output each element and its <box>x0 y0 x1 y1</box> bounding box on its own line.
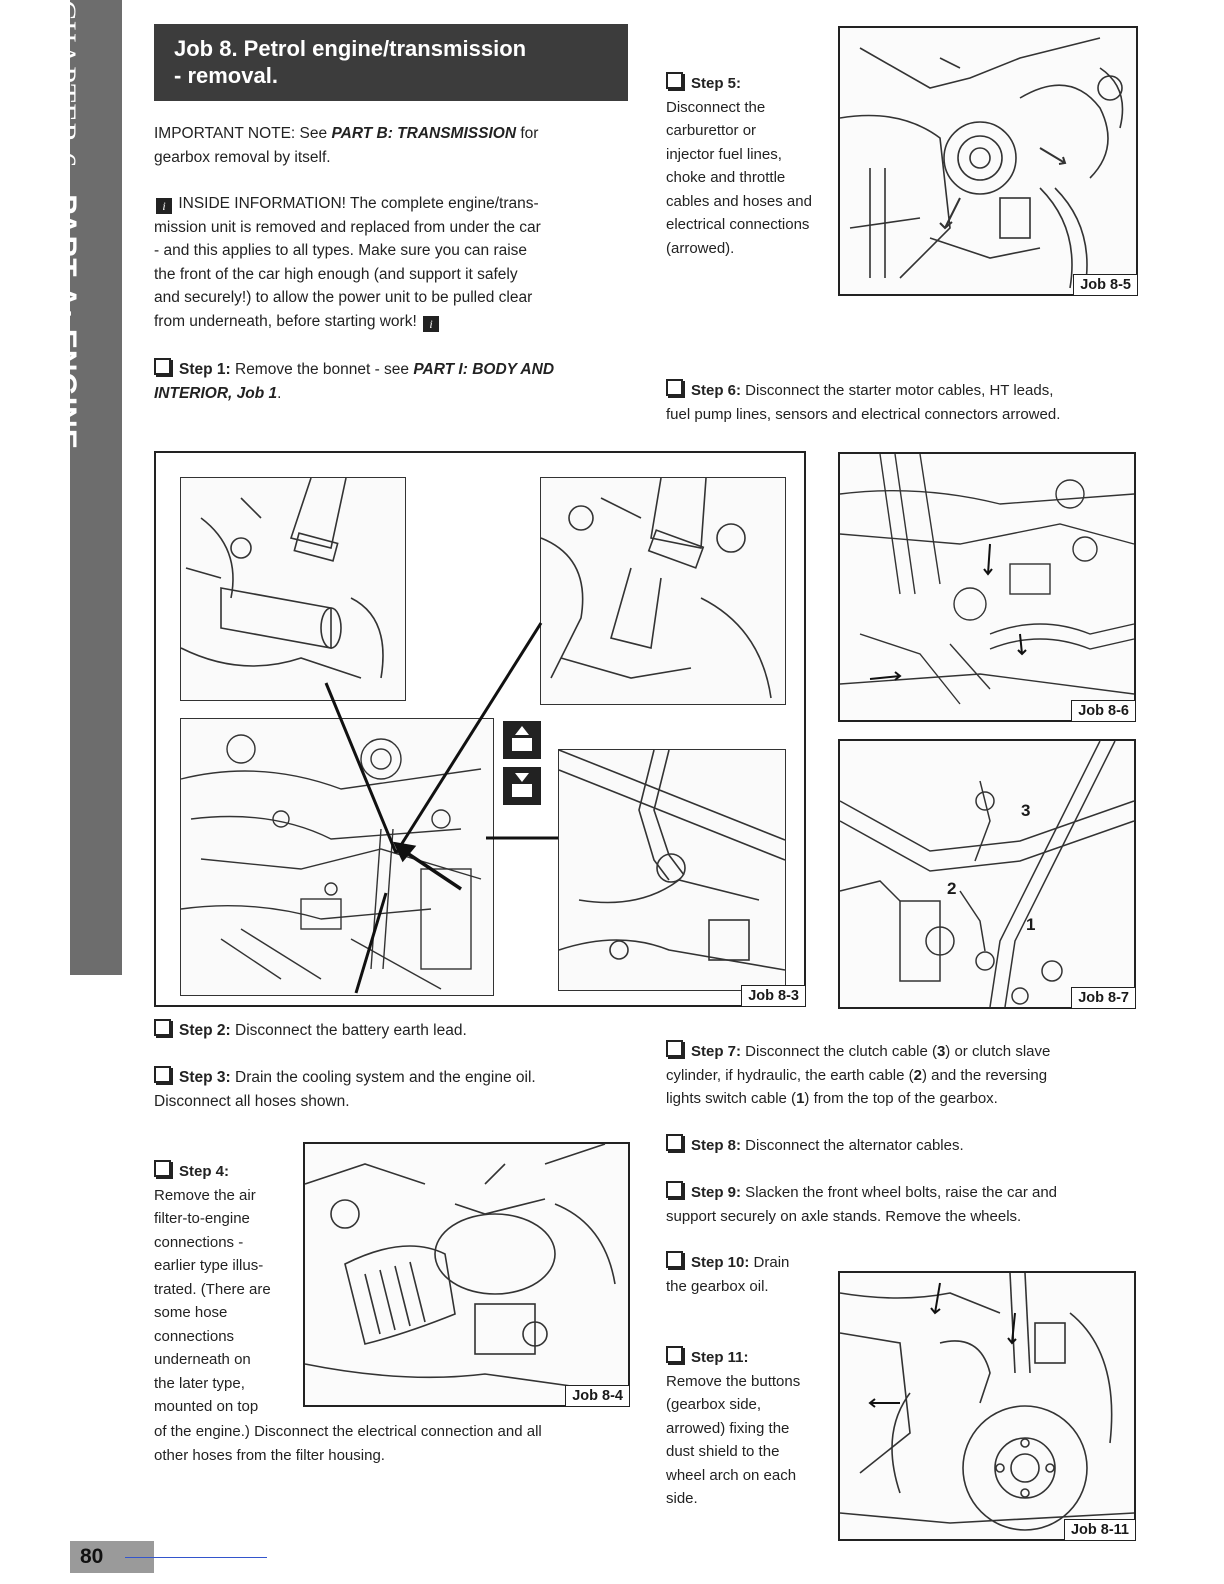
step-line: electrical connections <box>666 216 810 233</box>
checkbox-icon <box>666 1181 683 1198</box>
figure-caption: Job 8-3 <box>741 985 806 1007</box>
info-line: INSIDE INFORMATION! The complete engine/trans- <box>178 195 539 212</box>
step-line: Remove the air <box>154 1186 256 1204</box>
step-line: choke and throttle <box>666 169 786 186</box>
important-note <box>154 122 624 169</box>
info-line: - and this applies to all types. Make sure you can raise <box>154 242 528 259</box>
step-label: Step 7: <box>691 1043 742 1060</box>
step-5 <box>666 72 834 260</box>
step-1 <box>154 358 624 405</box>
info-line: the front of the car high enough (and support it safely <box>154 265 518 283</box>
figure-caption: Job 8-11 <box>1064 1519 1136 1541</box>
job-title-line1: Job 8. Petrol engine/transmission <box>174 36 527 61</box>
step-line: dust shield to the <box>666 1443 780 1460</box>
step-line: (gearbox side, <box>666 1396 762 1413</box>
step-4 <box>154 1160 304 1419</box>
step-line: connections - <box>154 1233 244 1251</box>
step-label: Step 8: <box>691 1137 742 1154</box>
checkbox-icon <box>666 1346 683 1363</box>
figure-job-8-3 <box>154 451 806 1007</box>
step-label: Step 2: <box>179 1022 231 1039</box>
chapter-side-text <box>50 0 80 620</box>
figure-job-8-6 <box>838 452 1136 722</box>
chapter-label: CHAPTER 6 <box>49 0 82 169</box>
note-prefix: IMPORTANT NOTE: See <box>154 125 332 142</box>
checkbox-icon <box>666 379 683 396</box>
step-line: arrowed) fixing the <box>666 1419 790 1437</box>
starter-motor-illustration <box>840 454 1134 720</box>
step-3 <box>154 1066 624 1113</box>
ref-number: 3 <box>936 1043 946 1060</box>
gearbox-top-illustration <box>840 741 1134 1007</box>
air-filter-illustration <box>305 1144 628 1405</box>
job-title-line2: - removal. <box>174 63 278 88</box>
ref-number: 1 <box>796 1090 805 1107</box>
info-line: from underneath, before starting work! <box>154 312 417 330</box>
label-2: 2 <box>947 879 957 898</box>
step-text: fuel pump lines, sensors and electrical connectors arrowed. <box>666 405 1061 423</box>
checkbox-icon <box>154 1066 171 1083</box>
step-text: cylinder, if hydraulic, the earth cable ( <box>666 1066 914 1084</box>
step-11 <box>666 1346 834 1511</box>
step-label: Step 6: <box>691 382 742 399</box>
figure-caption: Job 8-7 <box>1071 987 1136 1009</box>
inside-information <box>154 192 629 333</box>
step-text: Remove the bonnet - see <box>230 361 414 378</box>
info-line: mission unit is removed and replaced from under the car <box>154 218 541 236</box>
figure-caption: Job 8-5 <box>1073 274 1138 296</box>
step-text: Disconnect the starter motor cables, HT leads, <box>741 382 1054 399</box>
step-line: Remove the buttons <box>666 1372 801 1390</box>
engine-carburettor-illustration <box>840 28 1136 294</box>
figure-caption: Job 8-6 <box>1071 700 1136 722</box>
ref-number: 2 <box>913 1066 922 1084</box>
figure-job-8-4 <box>303 1142 630 1407</box>
connector-arrows <box>156 453 804 1005</box>
label-1: 1 <box>1026 915 1036 934</box>
checkbox-icon <box>154 1019 171 1036</box>
step-line: trated. (There are <box>154 1280 271 1298</box>
note-ref: PART B: TRANSMISSION <box>331 125 517 142</box>
step-label: Step 10: <box>691 1254 750 1271</box>
step-line: connections <box>154 1327 235 1345</box>
step-text: Disconnect the battery earth lead. <box>230 1022 467 1039</box>
step-ref: INTERIOR, Job 1 <box>154 384 278 402</box>
info-line: and securely!) to allow the power unit to be pulled clear <box>154 289 533 306</box>
step-text: ) or clutch slave <box>945 1043 1051 1060</box>
step-label: Step 5: <box>691 75 742 92</box>
checkbox-icon <box>154 358 171 375</box>
step-line: Disconnect the <box>666 98 766 116</box>
step-ref: PART I: BODY AND <box>413 361 555 378</box>
checkbox-icon <box>154 1160 171 1177</box>
step-6 <box>666 379 1126 426</box>
step-text: Disconnect the alternator cables. <box>741 1137 964 1154</box>
note-suffix: for <box>516 125 539 142</box>
step-line: earlier type illus- <box>154 1257 264 1274</box>
checkbox-icon <box>666 72 683 89</box>
step-text: ) and the reversing <box>921 1066 1048 1084</box>
step-text: Disconnect the clutch cable ( <box>741 1043 937 1060</box>
step-2 <box>154 1019 624 1043</box>
label-3: 3 <box>1021 801 1031 820</box>
step-text: . <box>277 384 282 402</box>
step-label: Step 3: <box>179 1069 231 1086</box>
step-text: of the engine.) Disconnect the electrical connection and all <box>154 1423 542 1440</box>
step-label: Step 11: <box>691 1349 749 1366</box>
page-number: 80 <box>70 1541 154 1573</box>
step-10 <box>666 1251 834 1298</box>
step-text: Slacken the front wheel bolts, raise the car and <box>741 1184 1058 1201</box>
step-line: some hose <box>154 1304 228 1321</box>
step-text: other hoses from the filter housing. <box>154 1446 385 1464</box>
step-label: Step 1: <box>179 361 231 378</box>
footer-rule <box>125 1557 267 1558</box>
step-line: injector fuel lines, <box>666 145 782 163</box>
step-line: underneath on <box>154 1351 251 1368</box>
step-text: lights switch cable ( <box>666 1090 797 1107</box>
chapter-side-band <box>49 0 122 975</box>
checkbox-icon <box>666 1040 683 1057</box>
step-line: side. <box>666 1490 698 1507</box>
checkbox-icon <box>666 1134 683 1151</box>
step-4-tail <box>154 1420 624 1467</box>
step-line: wheel arch on each <box>666 1466 797 1484</box>
step-label: Step 9: <box>691 1184 742 1201</box>
checkbox-icon <box>666 1251 683 1268</box>
step-line: filter-to-engine <box>154 1210 250 1227</box>
step-7 <box>666 1040 1126 1111</box>
step-text: ) from the top of the gearbox. <box>804 1090 998 1107</box>
job-title-box <box>154 24 628 101</box>
note-line2: gearbox removal by itself. <box>154 148 331 166</box>
figure-caption: Job 8-4 <box>565 1385 630 1407</box>
step-line: the later type, <box>154 1374 245 1392</box>
step-line: mounted on top <box>154 1398 259 1415</box>
wheel-hub-illustration <box>840 1273 1134 1539</box>
figure-job-8-11 <box>838 1271 1136 1541</box>
figure-job-8-7 <box>838 739 1136 1009</box>
info-icon: i <box>156 198 172 214</box>
step-text: Drain the cooling system and the engine oil. <box>230 1069 536 1086</box>
step-line: (arrowed). <box>666 239 735 257</box>
step-text: Disconnect all hoses shown. <box>154 1092 350 1110</box>
step-8 <box>666 1134 1126 1158</box>
info-icon-end: i <box>423 316 439 332</box>
step-line: carburettor or <box>666 122 757 139</box>
step-9 <box>666 1181 1136 1228</box>
step-text: support securely on axle stands. Remove the wheels. <box>666 1207 1022 1225</box>
step-text: Drain <box>749 1254 790 1271</box>
figure-job-8-5 <box>838 26 1138 296</box>
step-label: Step 4: <box>179 1163 230 1180</box>
step-text: the gearbox oil. <box>666 1277 769 1295</box>
part-label: PART A: ENGINE <box>49 194 82 450</box>
step-line: cables and hoses and <box>666 192 812 210</box>
